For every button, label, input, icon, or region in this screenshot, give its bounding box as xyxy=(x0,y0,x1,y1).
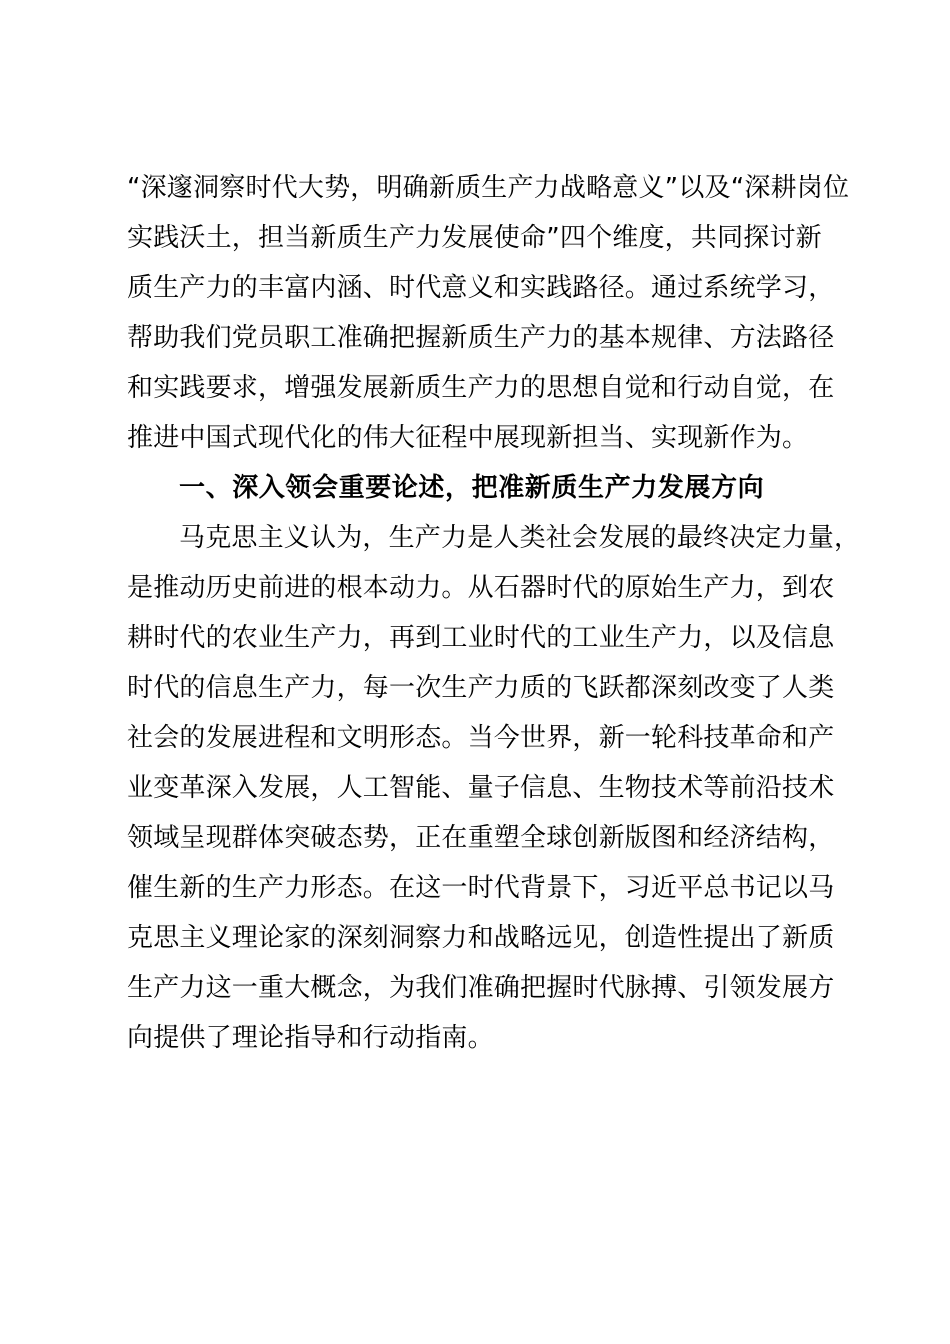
intro-line-3: 质生产力的丰富内涵、时代意义和实践路径。通过系统学习， xyxy=(127,273,835,303)
section-line-7: 领域呈现群体突破态势，正在重塑全球创新版图和经济结构， xyxy=(127,823,835,853)
section-line-2: 是推动历史前进的根本动力。从石器时代的原始生产力，到农 xyxy=(127,573,835,603)
intro-line-5: 和实践要求，增强发展新质生产力的思想自觉和行动自觉，在 xyxy=(127,373,835,403)
section-line-6: 业变革深入发展，人工智能、量子信息、生物技术等前沿技术 xyxy=(127,773,835,803)
section-line-10: 生产力这一重大概念，为我们准确把握时代脉搏、引领发展方 xyxy=(127,973,835,1003)
section-line-8: 催生新的生产力形态。在这一时代背景下，习近平总书记以马 xyxy=(127,873,835,903)
intro-line-6: 推进中国式现代化的伟大征程中展现新担当、实现新作为。 xyxy=(127,423,809,453)
section-line-11: 向提供了理论指导和行动指南。 xyxy=(127,1023,494,1053)
intro-line-2: 实践沃土，担当新质生产力发展使命”四个维度，共同探讨新 xyxy=(127,223,822,253)
document-body xyxy=(127,163,861,1063)
section-heading: 一、深入领会重要论述，把准新质生产力发展方向 xyxy=(179,473,765,503)
section-line-3: 耕时代的农业生产力，再到工业时代的工业生产力，以及信息 xyxy=(127,623,835,653)
section-line-1: 马克思主义认为，生产力是人类社会发展的最终决定力量， xyxy=(179,523,861,553)
section-line-5: 社会的发展进程和文明形态。当今世界，新一轮科技革命和产 xyxy=(127,723,835,753)
section-line-9: 克思主义理论家的深刻洞察力和战略远见，创造性提出了新质 xyxy=(127,923,835,953)
intro-line-4: 帮助我们党员职工准确把握新质生产力的基本规律、方法路径 xyxy=(127,323,835,353)
section-line-4: 时代的信息生产力，每一次生产力质的飞跃都深刻改变了人类 xyxy=(127,673,835,703)
intro-line-1: “深邃洞察时代大势，明确新质生产力战略意义”以及“深耕岗位 xyxy=(127,173,850,203)
